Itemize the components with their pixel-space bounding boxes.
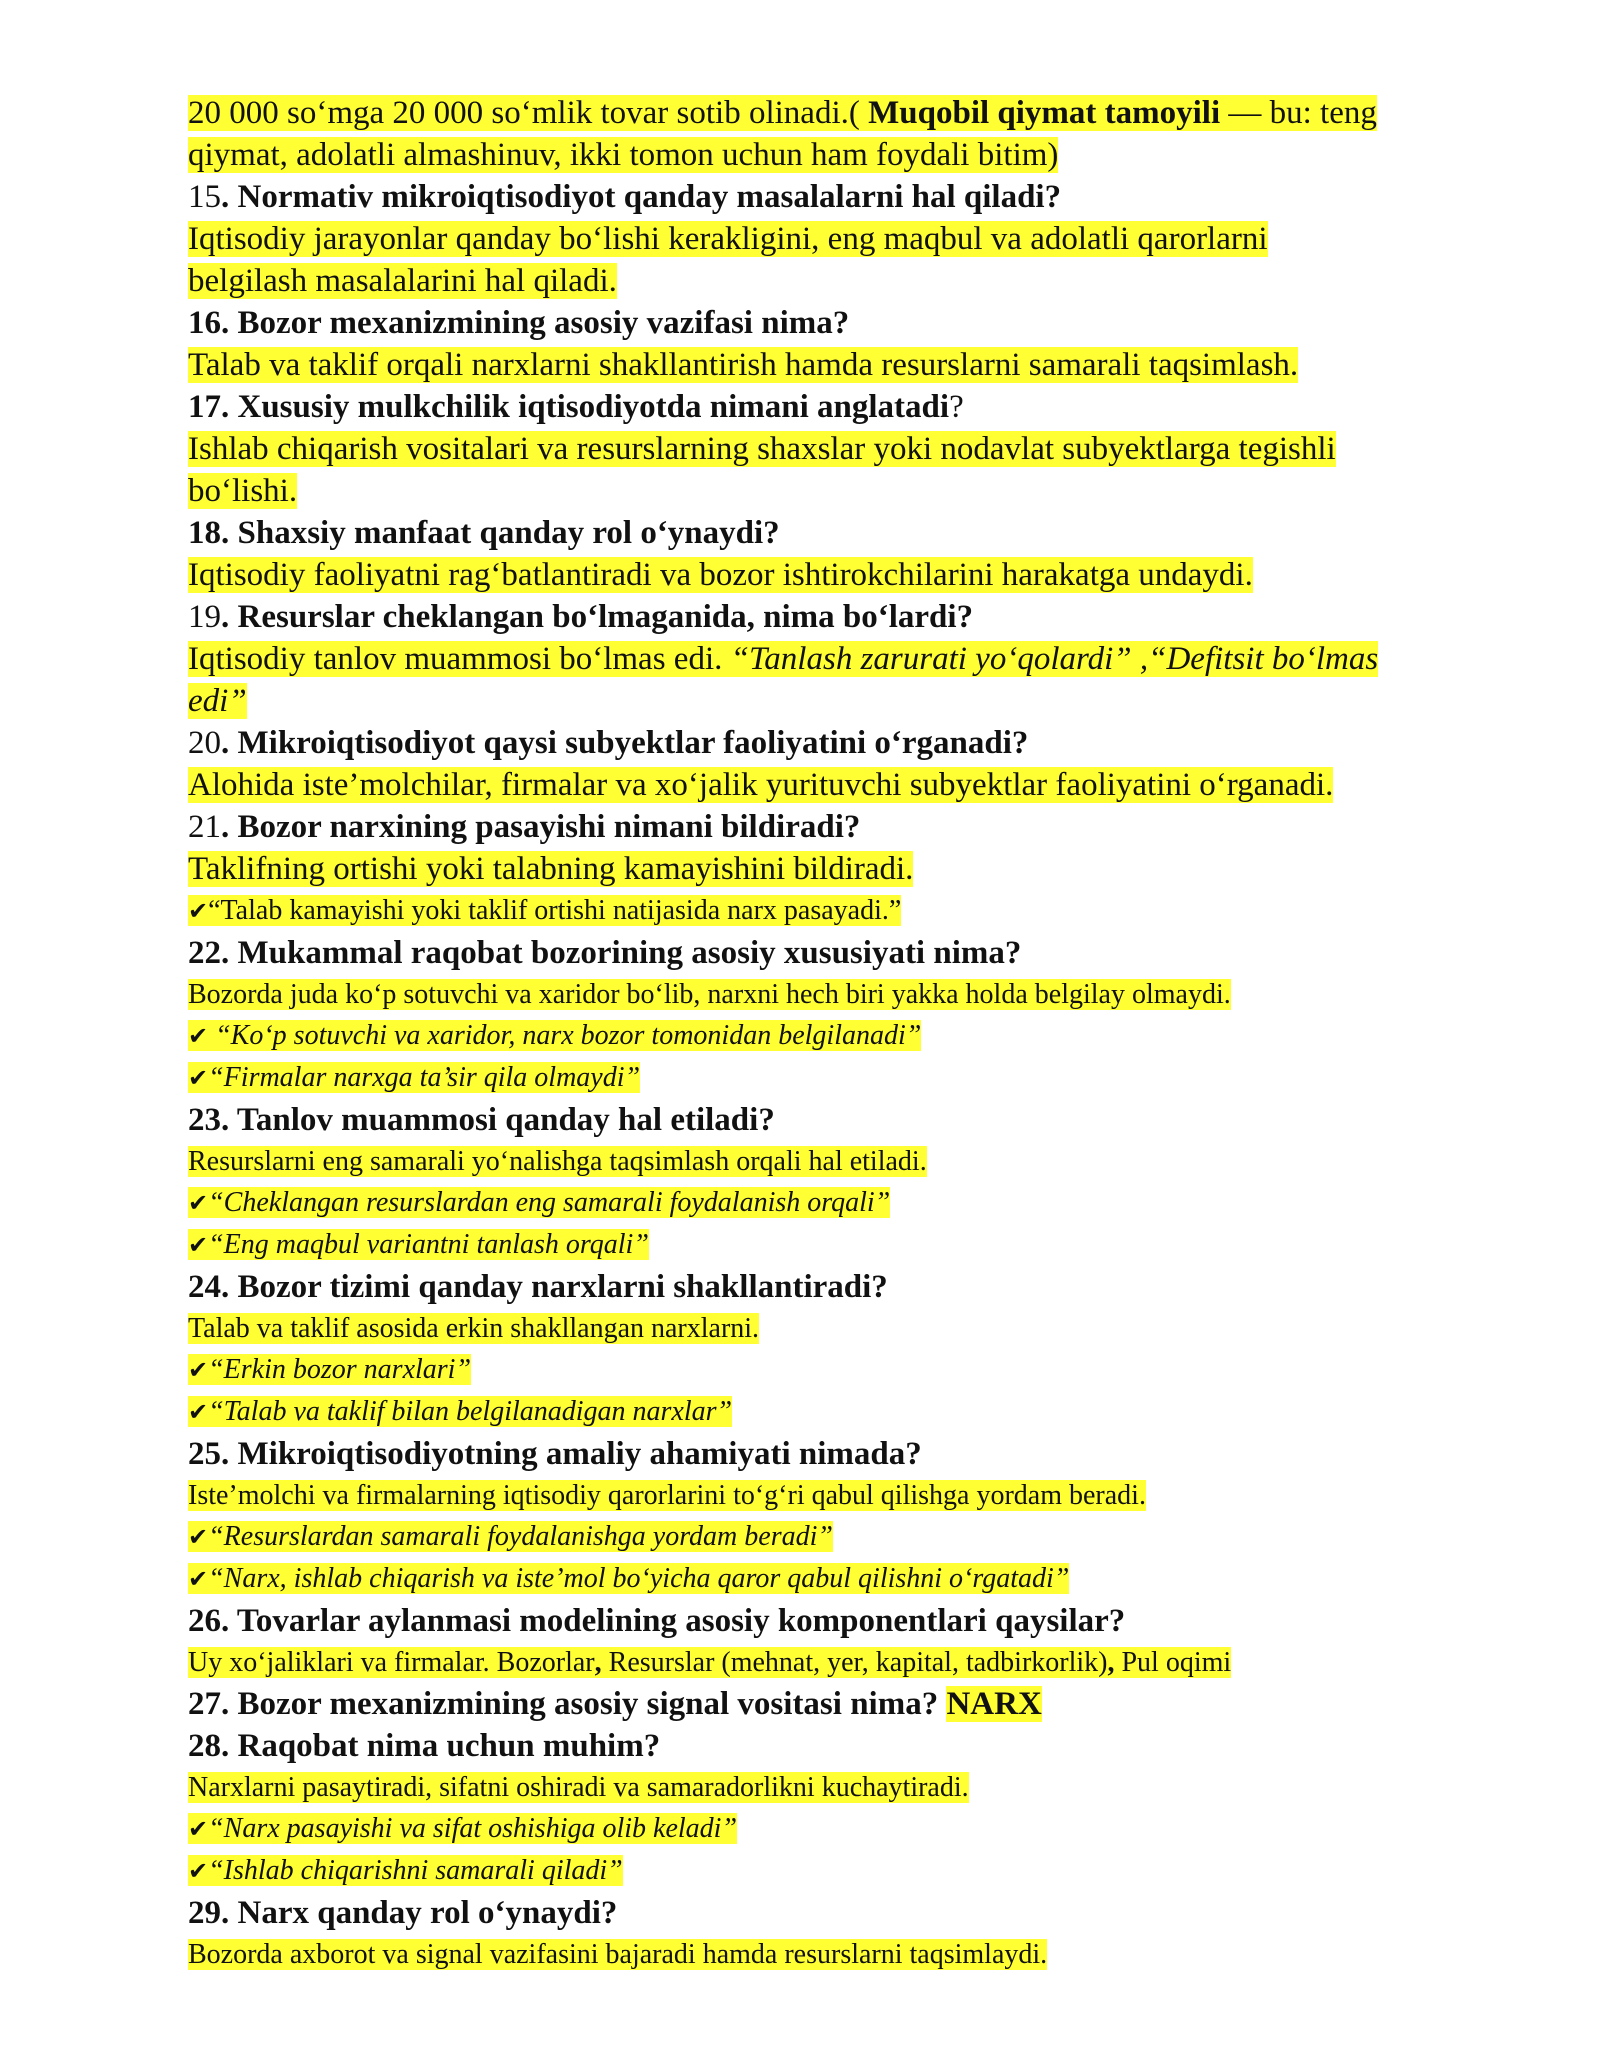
answer-text: Iste’molchi va firmalarning iqtisodiy qarorlarini to‘g‘ri qabul qilishga yordam beradi. (188, 1480, 1146, 1511)
intro-text-2: qiymat, adolatli almashinuv, ikki tomon uchun ham foydali bitim) (188, 137, 1059, 173)
answer-text: Resurslar (mehnat, yer, kapital, tadbirkorlik) (601, 1647, 1108, 1678)
answer-15-line-1 (188, 218, 1528, 260)
answer-text: Talab va taklif asosida erkin shakllangan narxlarni. (188, 1313, 760, 1344)
check-text: “Erkin bozor narxlari” (208, 1354, 472, 1385)
answer-text: Iqtisodiy faoliyatni rag‘batlantiradi va bozor ishtirokchilarini harakatga undaydi. (188, 557, 1253, 593)
answer-22-check-2 (188, 1057, 1528, 1099)
question-27 (188, 1683, 1528, 1725)
answer-18 (188, 554, 1528, 596)
document-page (188, 92, 1528, 1975)
separator: , (1107, 1647, 1115, 1678)
checkmark-icon: ✔ (188, 1815, 209, 1843)
question-25: 25. Mikroiqtisodiyotning amaliy ahamiyati nimada? (188, 1436, 922, 1472)
question-number: 21 (188, 809, 221, 845)
answer-text: Bozorda juda ko‘p sotuvchi va xaridor bo‘lib, narxni hech biri yakka holda belgilay olmaydi. (188, 979, 1231, 1010)
question-17 (188, 386, 1528, 428)
answer-23 (188, 1141, 1528, 1182)
answer-text: Pul oqimi (1114, 1647, 1232, 1678)
answer-quote: “Tanlash zarurati yo‘qolardi” ,“Defitsit bo‘lmas (730, 641, 1379, 677)
answer-quote: edi” (188, 683, 247, 719)
answer-22-check-1 (188, 1015, 1528, 1057)
check-text: “Talab kamayishi yoki taklif ortishi natijasida narx pasayadi.” (208, 895, 902, 926)
question-28: 28. Raqobat nima uchun muhim? (188, 1728, 661, 1764)
separator: , (594, 1647, 602, 1678)
question-16: 16. Bozor mexanizmining asosiy vazifasi nima? (188, 305, 850, 341)
answer-text: Bozorda axborot va signal vazifasini bajaradi hamda resurslarni taqsimlaydi. (188, 1939, 1048, 1970)
checkmark-icon: ✔ (188, 1189, 209, 1217)
question-23: 23. Tanlov muammosi qanday hal etiladi? (188, 1102, 775, 1138)
answer-text: NARX (946, 1686, 1042, 1722)
question-22: 22. Mukammal raqobat bozorining asosiy xususiyati nima? (188, 935, 1022, 971)
question-text: . Resurslar cheklangan bo‘lmaganida, nima bo‘lardi? (221, 599, 974, 635)
checkmark-icon: ✔ (188, 1022, 209, 1050)
answer-26 (188, 1642, 1528, 1683)
answer-28 (188, 1767, 1528, 1808)
check-text: “Talab va taklif bilan belgilanadigan narxlar” (208, 1396, 733, 1427)
answer-text: Alohida iste’molchilar, firmalar va xo‘jalik yurituvchi subyektlar faoliyatini o‘rganadi. (188, 767, 1334, 803)
answer-text: Iqtisodiy tanlov muammosi bo‘lmas edi. (188, 641, 731, 677)
check-text: “Resurslardan samarali foydalanishga yordam beradi” (208, 1521, 833, 1552)
question-15 (188, 176, 1528, 218)
answer-20 (188, 764, 1528, 806)
answer-text: Iqtisodiy jarayonlar qanday bo‘lishi kerakligini, eng maqbul va adolatli qarorlarni (188, 221, 1268, 257)
question-20 (188, 722, 1528, 764)
question-number: 19 (188, 599, 221, 635)
question-number: 15 (188, 179, 221, 215)
answer-23-check-1 (188, 1182, 1528, 1224)
answer-24-check-2 (188, 1391, 1528, 1433)
answer-21 (188, 848, 1528, 890)
question-26: 26. Tovarlar aylanmasi modelining asosiy komponentlari qaysilar? (188, 1603, 1126, 1639)
answer-text: Talab va taklif orqali narxlarni shakllantirish hamda resurslarni samarali taqsimlash. (188, 347, 1299, 383)
question-text: . Mikroiqtisodiyot qaysi subyektlar faoliyatini o‘rganadi? (221, 725, 1029, 761)
check-text: “Eng maqbul variantni tanlash orqali” (208, 1229, 649, 1260)
intro-text-end: — bu: teng (1220, 95, 1377, 131)
check-text: “Ishlab chiqarishni samarali qiladi” (208, 1855, 623, 1886)
question-19 (188, 596, 1528, 638)
answer-text: Uy xo‘jaliklari va firmalar. Bozorlar (188, 1647, 595, 1678)
checkmark-icon: ✔ (188, 1857, 209, 1885)
intro-bold-term: Muqobil qiymat tamoyili (868, 95, 1221, 131)
question-mark: ? (949, 389, 964, 425)
check-text: “Firmalar narxga ta’sir qila olmaydi” (208, 1062, 641, 1093)
question-21 (188, 806, 1528, 848)
answer-text: belgilash masalalarini hal qiladi. (188, 263, 617, 299)
question-text: . Bozor narxining pasayishi nimani bildiradi? (221, 809, 861, 845)
checkmark-icon: ✔ (188, 1231, 209, 1259)
checkmark-icon: ✔ (188, 1398, 209, 1426)
answer-text: bo‘lishi. (188, 473, 298, 509)
check-text: “Narx pasayishi va sifat oshishiga olib keladi” (208, 1813, 738, 1844)
check-text: “Narx, ishlab chiqarish va iste’mol bo‘yicha qaror qabul qilishni o‘rgatadi” (208, 1563, 1070, 1594)
answer-28-check-1 (188, 1808, 1528, 1850)
question-24: 24. Bozor tizimi qanday narxlarni shakllantiradi? (188, 1269, 888, 1305)
answer-text: Ishlab chiqarish vositalari va resurslarning shaxslar yoki nodavlat subyektlarga tegishli (188, 431, 1336, 467)
question-number: 20 (188, 725, 221, 761)
answer-22 (188, 974, 1528, 1015)
checkmark-icon: ✔ (188, 1356, 209, 1384)
answer-17-line-1 (188, 428, 1528, 470)
question-18: 18. Shaxsiy manfaat qanday rol o‘ynaydi? (188, 515, 780, 551)
question-text: 17. Xususiy mulkchilik iqtisodiyotda nimani anglatadi (188, 389, 950, 425)
checkmark-icon: ✔ (188, 1565, 209, 1593)
answer-text: Taklifning ortishi yoki talabning kamayishini bildiradi. (188, 851, 914, 887)
answer-28-check-2 (188, 1850, 1528, 1892)
answer-16 (188, 344, 1528, 386)
answer-19-line-2 (188, 680, 1528, 722)
answer-25-check-1 (188, 1516, 1528, 1558)
answer-17-line-2 (188, 470, 1528, 512)
answer-25 (188, 1475, 1528, 1516)
check-text: “Ko‘p sotuvchi va xaridor, narx bozor tomonidan belgilanadi” (208, 1020, 922, 1051)
checkmark-icon: ✔ (188, 1064, 209, 1092)
question-text: 27. Bozor mexanizmining asosiy signal vositasi nima? (188, 1686, 947, 1722)
question-text: . Normativ mikroiqtisodiyot qanday masalalarni hal qiladi? (221, 179, 1062, 215)
checkmark-icon: ✔ (188, 1523, 209, 1551)
intro-line-1 (188, 92, 1528, 134)
answer-29 (188, 1934, 1528, 1975)
check-text: “Cheklangan resurslardan eng samarali foydalanish orqali” (208, 1187, 891, 1218)
answer-text: Resurslarni eng samarali yo‘nalishga taqsimlash orqali hal etiladi. (188, 1146, 927, 1177)
answer-text: Narxlarni pasaytiradi, sifatni oshiradi va samaradorlikni kuchaytiradi. (188, 1772, 969, 1803)
checkmark-icon: ✔ (188, 897, 209, 925)
intro-line-2 (188, 134, 1528, 176)
question-29: 29. Narx qanday rol o‘ynaydi? (188, 1895, 618, 1931)
answer-21-check-1 (188, 890, 1528, 932)
answer-23-check-2 (188, 1224, 1528, 1266)
answer-24-check-1 (188, 1349, 1528, 1391)
intro-text: 20 000 so‘mga 20 000 so‘mlik tovar sotib olinadi.( (188, 95, 869, 131)
answer-15-line-2 (188, 260, 1528, 302)
answer-24 (188, 1308, 1528, 1349)
answer-25-check-2 (188, 1558, 1528, 1600)
answer-19-line-1 (188, 638, 1528, 680)
